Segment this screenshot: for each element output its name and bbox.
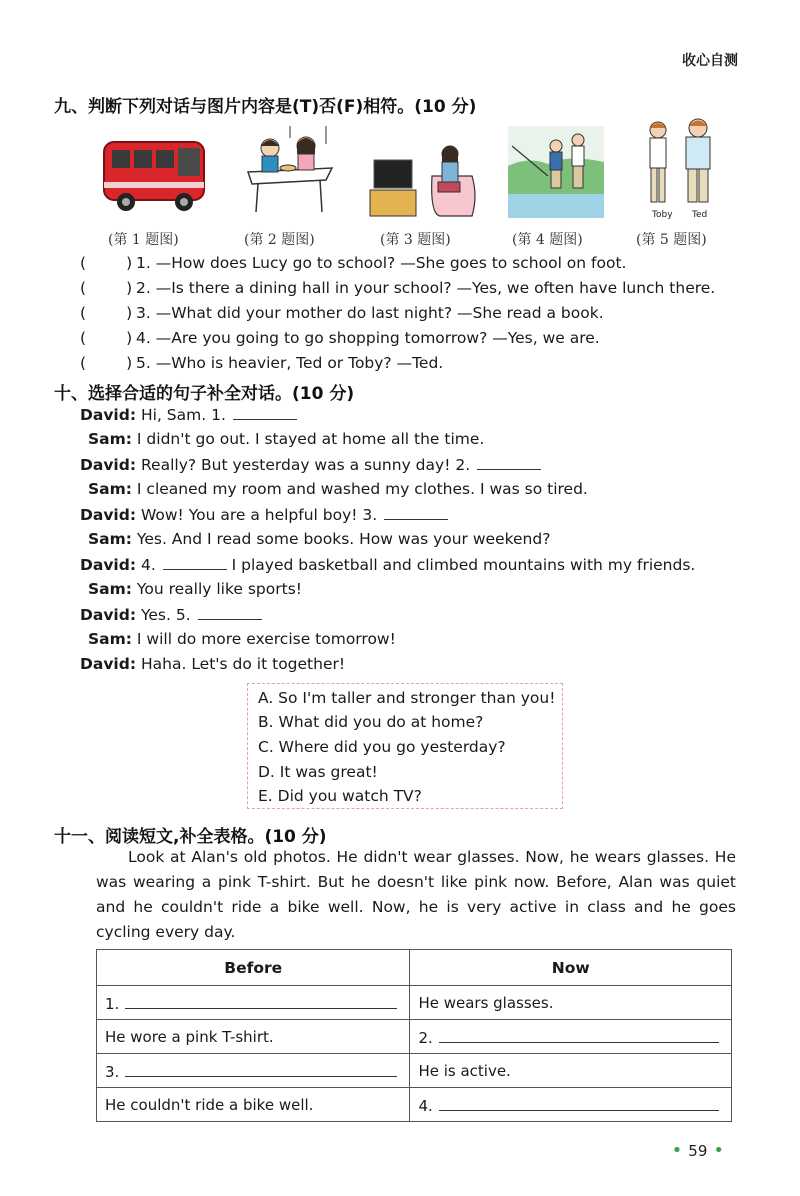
tf-item-4[interactable]: ( ) 4. —Are you going to go shopping tomorrow? —Yes, we are. [80,329,600,347]
section-10-title: 十、选择合适的句子补全对话。(10 分) [54,384,355,404]
dialogue-line-4: Sam: I cleaned my room and washed my clothes. I was so tired. [88,480,588,498]
option-c: C. Where did you go yesterday? [258,738,506,756]
dialogue-line-5: David: Wow! You are a helpful boy! 3. [80,505,448,524]
tf-item-1[interactable]: ( ) 1. —How does Lucy go to school? —She goes to school on foot. [80,254,627,272]
tf-item-2[interactable]: ( ) 2. —Is there a dining hall in your school? —Yes, we often have lunch there. [80,279,716,297]
answer-blank-1[interactable] [233,405,297,420]
dialogue-line-11: David: Haha. Let's do it together! [80,655,346,673]
fill-blank-3[interactable] [125,1061,397,1077]
tf-item-5[interactable]: ( ) 5. —Who is heavier, Ted or Toby? —Ted. [80,354,444,372]
dialogue-line-3: David: Really? But yesterday was a sunny day! 2. [80,455,541,474]
option-b: B. What did you do at home? [258,713,484,731]
dialogue-line-10: Sam: I will do more exercise tomorrow! [88,630,396,648]
dialogue-line-9: David: Yes. 5. [80,605,262,624]
section-11-title: 十一、阅读短文,补全表格。(10 分) [54,827,327,847]
options-box [247,683,563,809]
before-now-table [96,949,732,1122]
answer-blank-2[interactable] [477,455,541,470]
living-room-tv-picture [368,140,480,222]
reading-passage: Look at Alan's old photos. He didn't wear glasses. Now, he wears glasses. He was wearing a pink T-shirt. But he doesn't like pink now. Before, Alan was quiet and he couldn't ride a bike well. Now, he is very active in class and he goes cycling every day. [96,848,736,941]
dot-icon: • [713,1140,724,1161]
toby-label: Toby [652,210,673,220]
dialogue-line-2: Sam: I didn't go out. I stayed at home all the time. [88,430,485,448]
fishing-picture [508,126,604,218]
caption-3: (第 3 题图) [380,232,451,248]
fill-blank-4[interactable] [439,1095,719,1111]
table-row: 3. He is active. [97,1054,732,1088]
table-row: He wore a pink T-shirt. 2. [97,1020,732,1054]
bus-picture [100,132,210,218]
caption-1: (第 1 题图) [108,232,179,248]
table-row: He couldn't ride a bike well. 4. [97,1088,732,1122]
fill-blank-1[interactable] [125,993,397,1009]
caption-5: (第 5 题图) [636,232,707,248]
dialogue-line-8: Sam: You really like sports! [88,580,302,598]
toby-ted-picture [636,116,722,220]
dialogue-line-7: David: 4. I played basketball and climbed mountains with my friends. [80,556,696,574]
answer-blank-3[interactable] [384,505,448,520]
page-number: • 59 • [671,1140,724,1161]
option-e: E. Did you watch TV? [258,787,422,805]
dining-hall-picture [240,124,340,216]
tf-item-3[interactable]: ( ) 3. —What did your mother do last night? —She read a book. [80,304,604,322]
dot-icon: • [671,1140,683,1161]
answer-blank-4[interactable] [163,555,227,570]
caption-2: (第 2 题图) [244,232,315,248]
ted-label: Ted [692,210,708,220]
caption-4: (第 4 题图) [512,232,583,248]
dialogue-line-6: Sam: Yes. And I read some books. How was your weekend? [88,530,551,548]
section-9-title: 九、判断下列对话与图片内容是(T)否(F)相符。(10 分) [54,97,477,117]
option-a: A. So I'm taller and stronger than you! [258,689,556,707]
section-header: 收心自测 [682,53,738,69]
fill-blank-2[interactable] [439,1027,719,1043]
answer-blank-5[interactable] [198,605,262,620]
table-header-now: Now [410,950,732,986]
option-d: D. It was great! [258,763,378,781]
dialogue-line-1: David: Hi, Sam. 1. [80,405,297,424]
table-row: 1. He wears glasses. [97,986,732,1020]
table-header-before: Before [97,950,410,986]
